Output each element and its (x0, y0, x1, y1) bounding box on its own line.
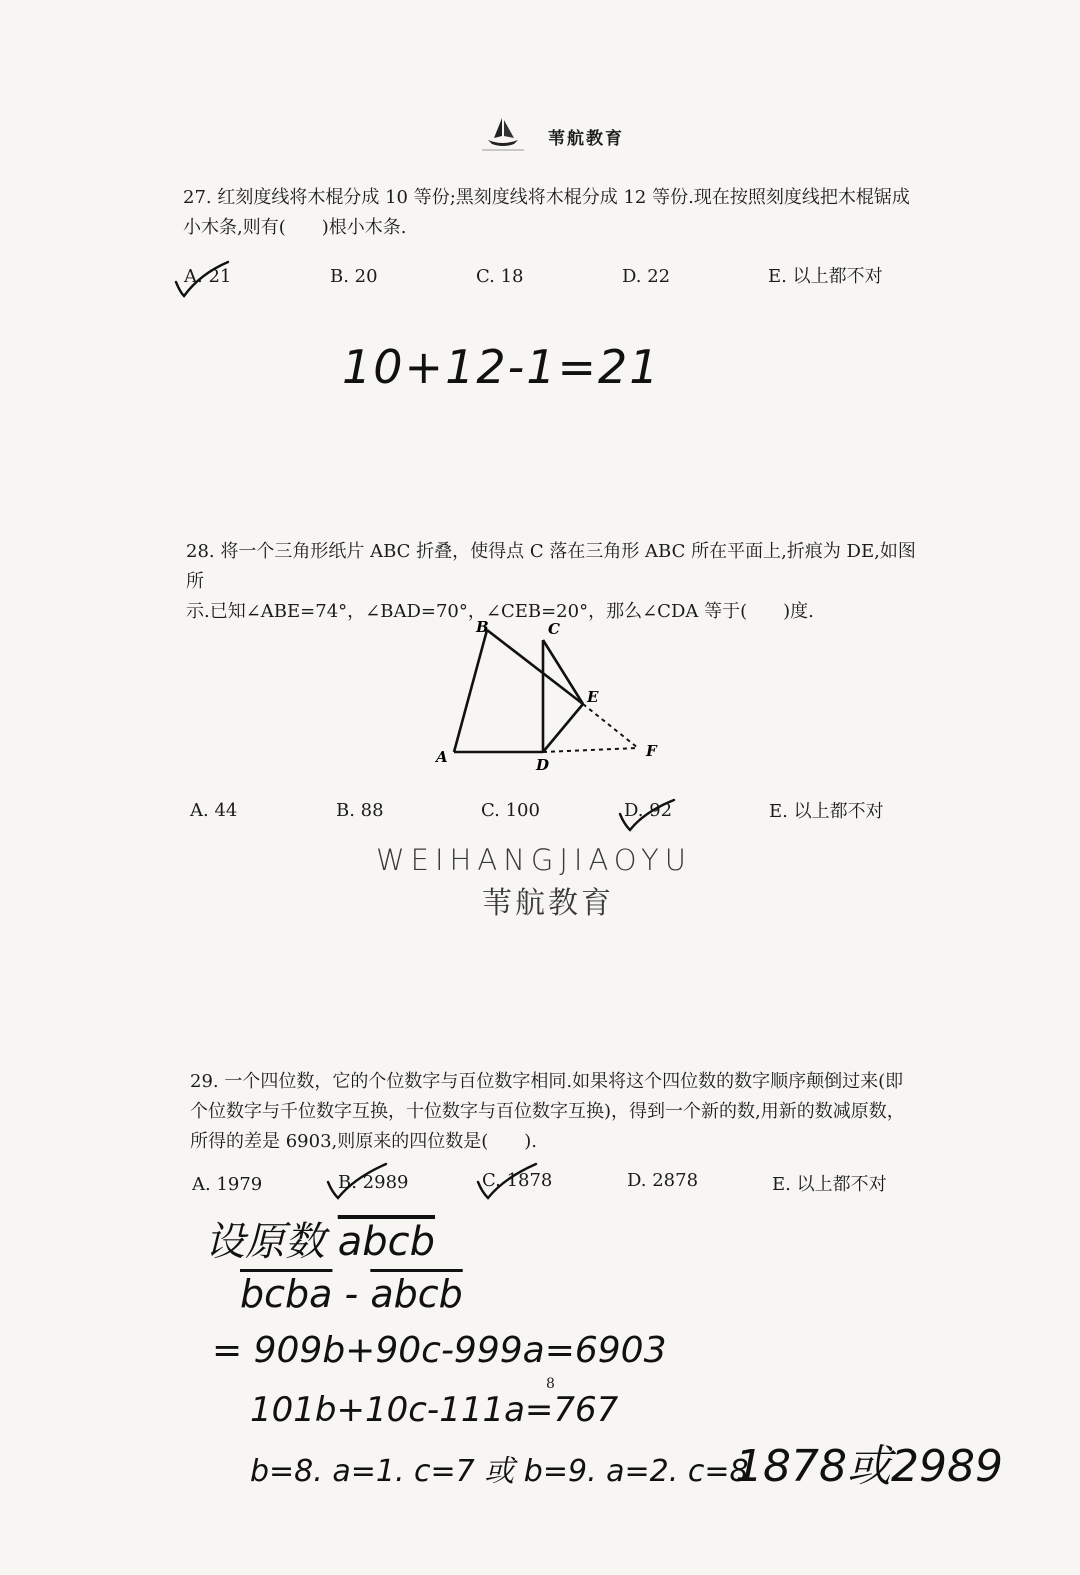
page-number: 8 (546, 1376, 555, 1392)
label-f: F (646, 742, 657, 760)
q29-work-line1 (205, 1210, 435, 1267)
sailing-logo-icon (480, 116, 526, 154)
q27-option-b[interactable]: B. 20 (330, 266, 378, 287)
label-e: E (587, 688, 599, 706)
q27-line2: 小木条,则有( )根小木条. (183, 217, 407, 238)
q29-work-line4: 101b+10c-111a=767 (250, 1390, 619, 1430)
q29-option-c[interactable]: C. 1878 (482, 1170, 553, 1191)
q29-option-d[interactable]: D. 2878 (627, 1170, 699, 1191)
q29-line2: 个位数字与千位数字互换，十位数字与百位数字互换)，得到一个新的数,用新的数减原数， (190, 1101, 905, 1122)
checkmark-icon (612, 796, 682, 836)
question-29-text (190, 1067, 930, 1157)
q29-line3: 所得的差是 6903,则原来的四位数是( ). (190, 1131, 538, 1152)
q28-option-d[interactable]: D. 92 (624, 800, 673, 821)
question-27-text (183, 183, 923, 243)
q29-work-line1-prefix: 设原数 (205, 1219, 325, 1265)
segment-be (487, 630, 583, 704)
triangle-fold-figure (420, 610, 700, 790)
q29-option-e[interactable]: E. 以上都不对 (772, 1174, 887, 1195)
watermark-chinese: 苇航教育 (482, 886, 614, 921)
q29-work-line3: = 909b+90c-999a=6903 (212, 1330, 667, 1371)
q28-option-b[interactable]: B. 88 (336, 800, 384, 821)
q29-line1: 29. 一个四位数，它的个位数字与百位数字相同.如果将这个四位数的数字顺序颠倒过来(即 (190, 1071, 904, 1092)
q29-work-line2-left: bcba (240, 1272, 333, 1316)
label-c: C (548, 620, 560, 638)
brand-name: 苇航教育 (548, 129, 624, 149)
label-a: A (436, 748, 448, 766)
label-d: D (536, 756, 550, 774)
checkmark-icon (322, 1160, 392, 1204)
q29-work-line2-right: abcb (370, 1272, 463, 1316)
q28-option-c[interactable]: C. 100 (481, 800, 540, 821)
q29-work-line5: b=8. a=1. c=7 或 b=9. a=2. c=8 (250, 1454, 749, 1489)
checkmark-icon (170, 256, 240, 300)
watermark-latin: WEIHANGJIAOYU (376, 843, 692, 877)
q29-work-line1-var: abcb (337, 1219, 436, 1265)
q29-work-line2: bcba - abcb (240, 1272, 463, 1316)
q28-option-a[interactable]: A. 44 (190, 800, 238, 821)
segment-de (543, 704, 583, 752)
label-b: B (476, 618, 489, 636)
dashed-ef (583, 704, 638, 748)
header (470, 116, 650, 156)
q28-option-e[interactable]: E. 以上都不对 (769, 801, 884, 822)
dashed-df (543, 748, 638, 752)
q28-line1: 28. 将一个三角形纸片 ABC 折叠，使得点 C 落在三角形 ABC 所在平面上,折痕为 DE,如图所 (186, 541, 916, 592)
segment-ba (454, 630, 487, 752)
q29-option-b[interactable]: B. 2989 (338, 1172, 409, 1193)
segment-ce (543, 640, 583, 704)
q29-answer: 1878或2989 (735, 1441, 1003, 1492)
q27-option-e[interactable]: E. 以上都不对 (768, 266, 883, 287)
q29-option-a[interactable]: A. 1979 (192, 1174, 263, 1195)
q27-option-d[interactable]: D. 22 (622, 266, 671, 287)
q27-option-a[interactable]: A. 21 (184, 266, 232, 287)
q28-line2: 示.已知∠ABE=74°，∠BAD=70°，∠CEB=20°，那么∠CDA 等于( )度. (186, 601, 814, 622)
q27-option-c[interactable]: C. 18 (476, 266, 524, 287)
q27-line1: 27. 红刻度线将木棍分成 10 等份;黑刻度线将木棍分成 12 等份.现在按照刻度线把木棍锯成 (183, 187, 910, 208)
checkmark-icon (472, 1158, 542, 1202)
q27-handwritten-work: 10+12-1=21 (342, 340, 661, 394)
